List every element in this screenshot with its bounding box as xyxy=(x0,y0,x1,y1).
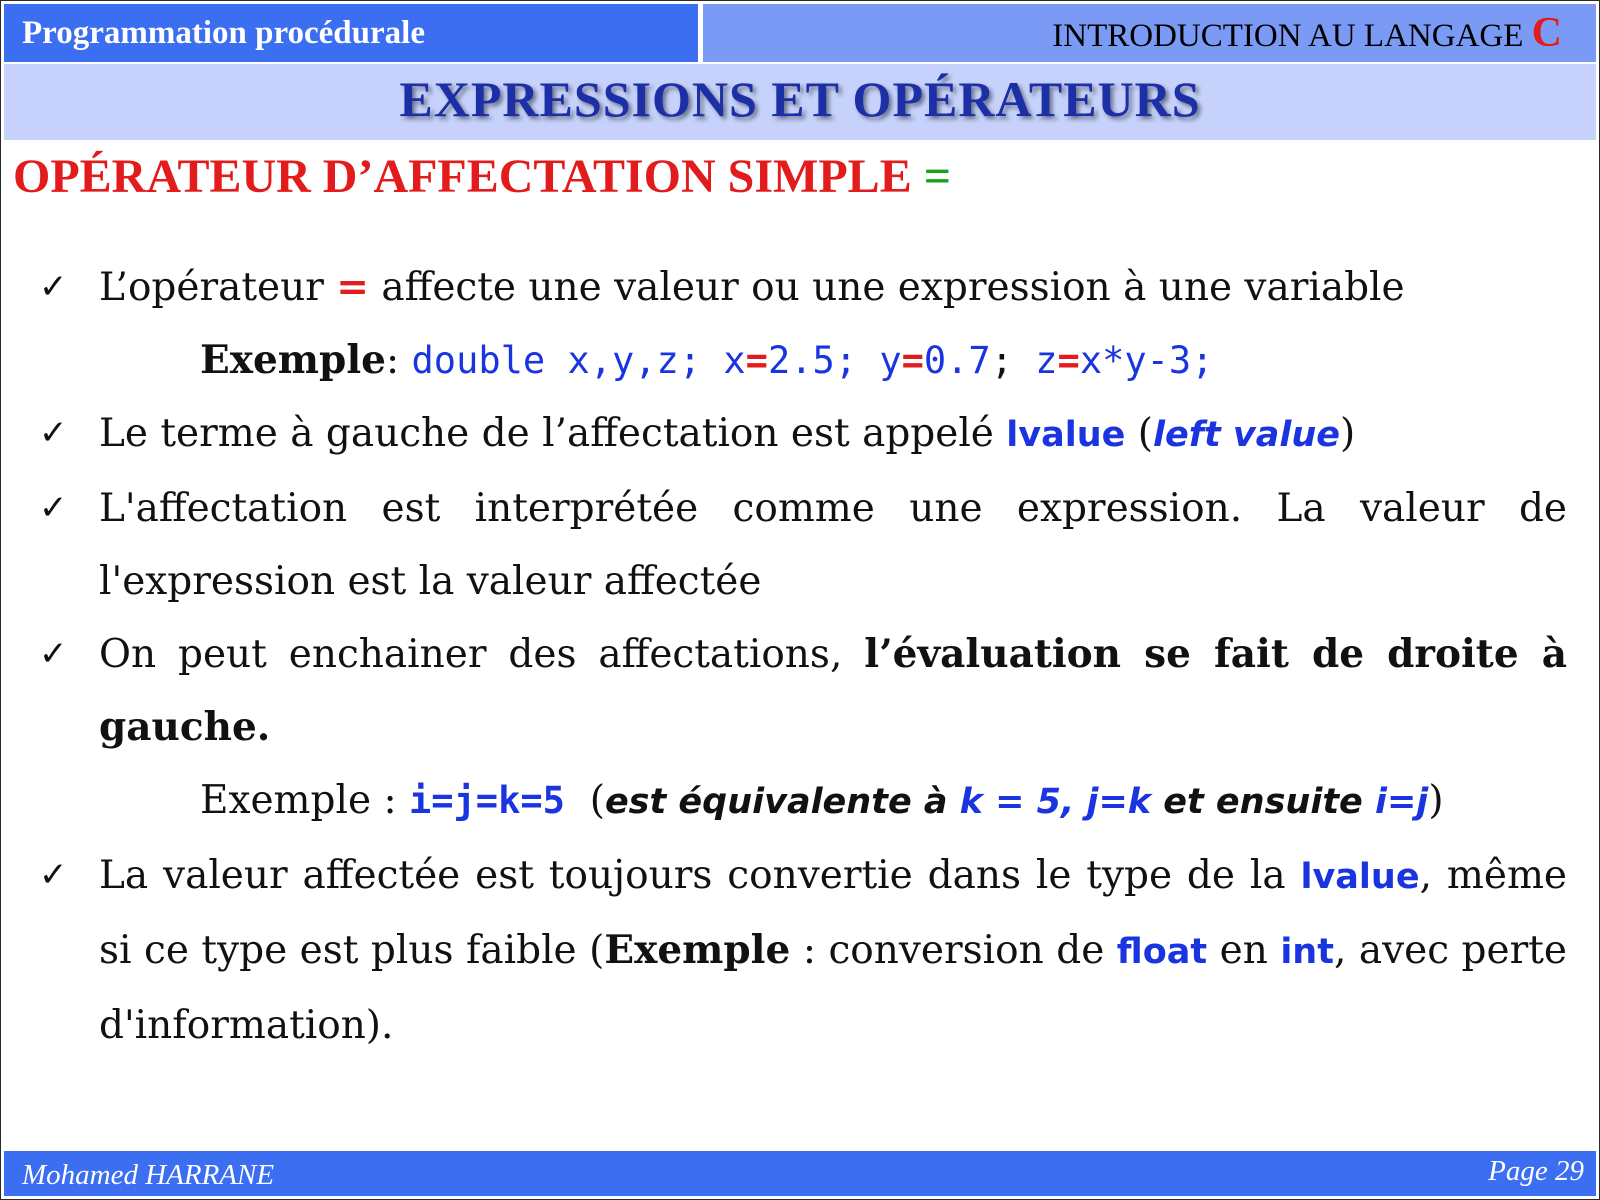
bullet-text: , même si ce type est plus faible ( xyxy=(99,853,1568,973)
slide-title: EXPRESSIONS ET OPÉRATEURS xyxy=(399,71,1201,127)
example-line xyxy=(37,764,1567,839)
check-mark-icon: ✓ xyxy=(39,634,68,674)
check-mark-icon: ✓ xyxy=(39,267,68,307)
bullet-text: : conversion de xyxy=(790,928,1117,973)
bullet-emphasis: l’évaluation se fait de droite à gauche. xyxy=(99,631,1568,750)
bullet-text: La valeur affectée est toujours convertie dans le type de la xyxy=(99,853,1301,898)
note-text: est équivalente à xyxy=(604,782,960,822)
code-part: ; xyxy=(990,339,1013,382)
example-line xyxy=(37,324,1567,397)
code-example: i=j=k=5 xyxy=(408,779,565,822)
lvalue-term: lvalue xyxy=(1006,415,1126,455)
bullet-text: ) xyxy=(1339,411,1356,456)
bullet-item xyxy=(37,839,1567,1062)
chapter-letter: C xyxy=(1531,10,1562,56)
bullet-text: L’opérateur xyxy=(99,265,337,310)
section-heading-text: OPÉRATEUR D’AFFECTATION SIMPLE xyxy=(13,150,924,203)
code-operator: = xyxy=(901,339,924,382)
code-part: 0.7 xyxy=(923,339,991,382)
chapter-title xyxy=(703,4,1596,62)
bullet-item xyxy=(37,472,1567,618)
type-float: float xyxy=(1116,932,1208,972)
example-label: Exemple xyxy=(200,337,386,383)
footer xyxy=(4,1151,1596,1196)
chapter-title-text: INTRODUCTION AU LANGAGE xyxy=(1052,18,1532,54)
check-mark-icon: ✓ xyxy=(39,413,68,453)
code-operator: = xyxy=(745,339,768,382)
bullet-item xyxy=(37,397,1567,472)
left-value-term: left value xyxy=(1153,415,1340,455)
code-part: double x,y,z; x xyxy=(411,339,746,382)
author-name: Mohamed HARRANE xyxy=(22,1159,275,1191)
page-number: Page 29 xyxy=(1488,1155,1584,1187)
bullet-text: ( xyxy=(564,778,605,823)
section-heading-symbol: = xyxy=(923,150,952,203)
bullet-text: ) xyxy=(1428,778,1444,823)
code-operator: = xyxy=(1057,339,1080,382)
check-mark-icon: ✓ xyxy=(39,488,68,528)
example-label: Exemple xyxy=(604,927,791,973)
code-example xyxy=(412,339,1214,382)
code-part: 2.5; y xyxy=(767,339,902,382)
operator-symbol: = xyxy=(336,264,369,310)
title-band xyxy=(4,64,1596,140)
course-title xyxy=(4,4,698,62)
bullet-text: L'affectation est interprétée comme une expression. La valeur de l'expression est la valeur affectée xyxy=(99,486,1567,604)
example-label: Exemple : xyxy=(200,778,409,823)
code-part: z xyxy=(1012,339,1058,382)
content xyxy=(37,251,1567,1062)
section-heading xyxy=(13,149,951,204)
bullet-item xyxy=(37,251,1567,324)
check-mark-icon: ✓ xyxy=(39,855,68,895)
note-text: et ensuite xyxy=(1151,782,1375,822)
bullet-item xyxy=(37,618,1567,764)
bullet-text: affecte une valeur ou une expression à une variable xyxy=(368,265,1405,310)
lvalue-term: lvalue xyxy=(1300,857,1420,897)
bullet-text: Le terme à gauche de l’affectation est appelé xyxy=(99,411,1007,456)
bullet-text: On peut enchainer des affectations, xyxy=(99,632,865,677)
course-title-text: Programmation procédurale xyxy=(22,15,425,51)
note-code: k = 5, j=k xyxy=(959,782,1152,822)
bullet-text: ( xyxy=(1125,411,1154,456)
type-int: int xyxy=(1280,932,1334,972)
code-part: x*y-3; xyxy=(1079,339,1214,382)
bullet-text: en xyxy=(1207,928,1281,973)
note-code: i=j xyxy=(1374,782,1429,822)
example-colon: : xyxy=(385,338,412,383)
bullet-text: , avec perte d'information). xyxy=(99,928,1567,1048)
equivalence-note xyxy=(605,782,1428,822)
